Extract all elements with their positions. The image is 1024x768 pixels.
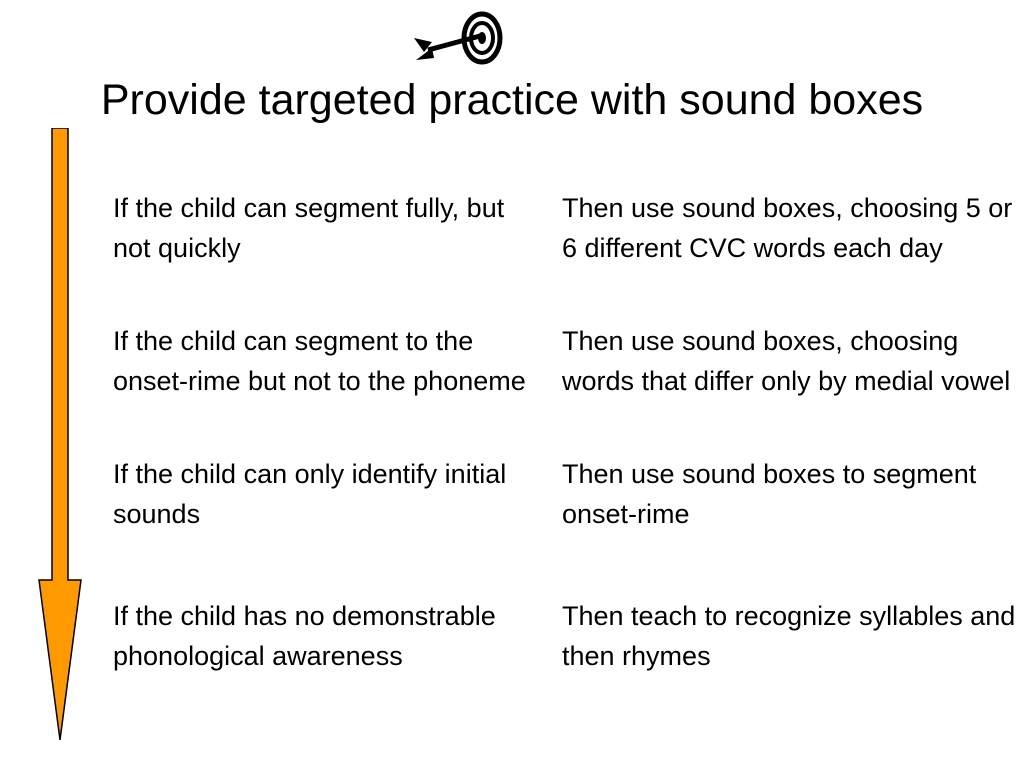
dart-target-icon (410, 8, 506, 68)
down-arrow-icon (38, 128, 82, 740)
action-cell: Then teach to recognize syllables and then rhymes (562, 601, 1016, 671)
condition-cell: If the child can segment to the onset-rime but not to the phoneme (113, 326, 526, 396)
slide-title: Provide targeted practice with sound boxes (100, 76, 924, 124)
condition-cell: If the child can segment fully, but not quickly (113, 193, 505, 263)
action-cell: Then use sound boxes, choosing words that differ only by medial vowel (562, 326, 1011, 396)
condition-cell: If the child has no demonstrable phonological awareness (113, 601, 496, 671)
condition-cell: If the child can only identify initial sounds (113, 459, 507, 529)
action-cell: Then use sound boxes, choosing 5 or 6 different CVC words each day (562, 193, 1013, 263)
action-cell: Then use sound boxes to segment onset-rime (562, 459, 977, 529)
